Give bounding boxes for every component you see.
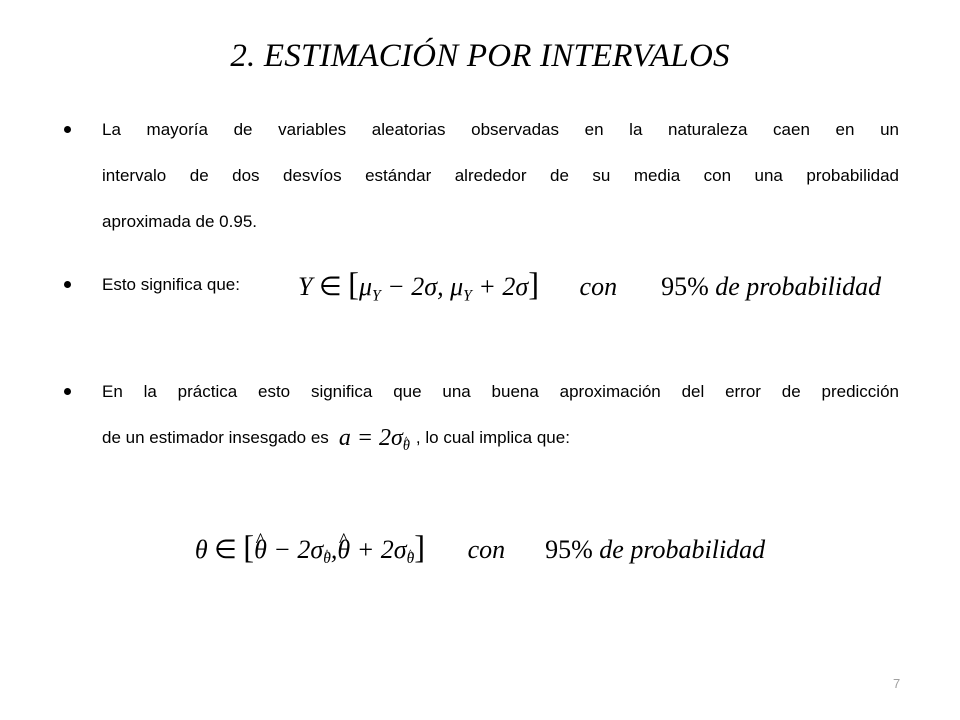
formula-symbol: ^ θ xyxy=(254,527,267,573)
interval-formula-y xyxy=(298,262,908,308)
formula-term: + 2σ xyxy=(350,535,407,564)
formula-bracket: [ xyxy=(243,530,255,566)
formula-symbol: Y xyxy=(298,272,313,301)
formula-term: , xyxy=(330,535,338,564)
page-number: 7 xyxy=(893,676,901,691)
formula-symbol: ∈ xyxy=(214,535,237,564)
formula-term: + 2σ xyxy=(471,272,529,301)
bullet-paragraph-3 xyxy=(102,369,899,469)
formula-symbol: θ xyxy=(194,535,208,564)
formula-symbol: a xyxy=(338,425,351,451)
formula-subscript: ^ $_\theta$ xyxy=(407,536,415,582)
formula-term: = 2σ xyxy=(350,425,403,451)
formula-symbol: μ xyxy=(450,272,464,301)
formula-subscript: Y xyxy=(372,287,381,305)
formula-text: de probabilidad xyxy=(715,272,882,301)
formula-text: con xyxy=(579,272,618,301)
bullet-dot xyxy=(64,388,71,395)
formula-subscript: Y xyxy=(463,287,472,305)
formula-term: − 2σ, xyxy=(380,272,444,301)
inline-formula xyxy=(339,415,410,469)
paragraph-text: de un estimador insesgado es xyxy=(102,428,329,447)
bullet-paragraph-2 xyxy=(102,262,292,308)
formula-bracket: [ xyxy=(348,267,359,303)
paragraph-line: intervalo de dos desvíos estándar alrededor de su media con una probabilidad xyxy=(102,166,899,185)
paragraph-line xyxy=(102,415,899,469)
formula-text: 95% xyxy=(661,272,709,301)
formula-subscript: ^ $_\theta$ xyxy=(403,423,410,469)
bullet-dot xyxy=(64,126,71,133)
formula-symbol: μ xyxy=(358,272,373,301)
paragraph-line: aproximada de 0.95. xyxy=(102,212,257,231)
paragraph-text: , lo cual implica que: xyxy=(415,428,570,447)
formula-text: de probabilidad xyxy=(599,535,766,564)
bullet-dot xyxy=(64,281,71,288)
formula-bracket: ] xyxy=(528,267,540,303)
formula-symbol: ^ θ xyxy=(337,527,350,573)
interval-formula-theta xyxy=(0,525,960,582)
formula-text: 95% xyxy=(545,535,593,564)
formula-term: − 2σ xyxy=(266,535,324,564)
paragraph-line: En la práctica esto significa que una buena aproximación del error de predicción xyxy=(102,382,899,401)
formula-symbol: ∈ xyxy=(318,272,342,301)
paragraph-line: Esto significa que: xyxy=(102,275,240,294)
formula-text: con xyxy=(467,535,506,564)
formula-bracket: ] xyxy=(414,530,426,566)
paragraph-line: La mayoría de variables aleatorias observadas en la naturaleza caen en un xyxy=(102,120,899,139)
formula-subscript: ^ $_\theta$ xyxy=(323,536,331,582)
slide-title: 2. ESTIMACIÓN POR INTERVALOS xyxy=(230,38,730,74)
bullet-paragraph-1 xyxy=(102,107,899,245)
